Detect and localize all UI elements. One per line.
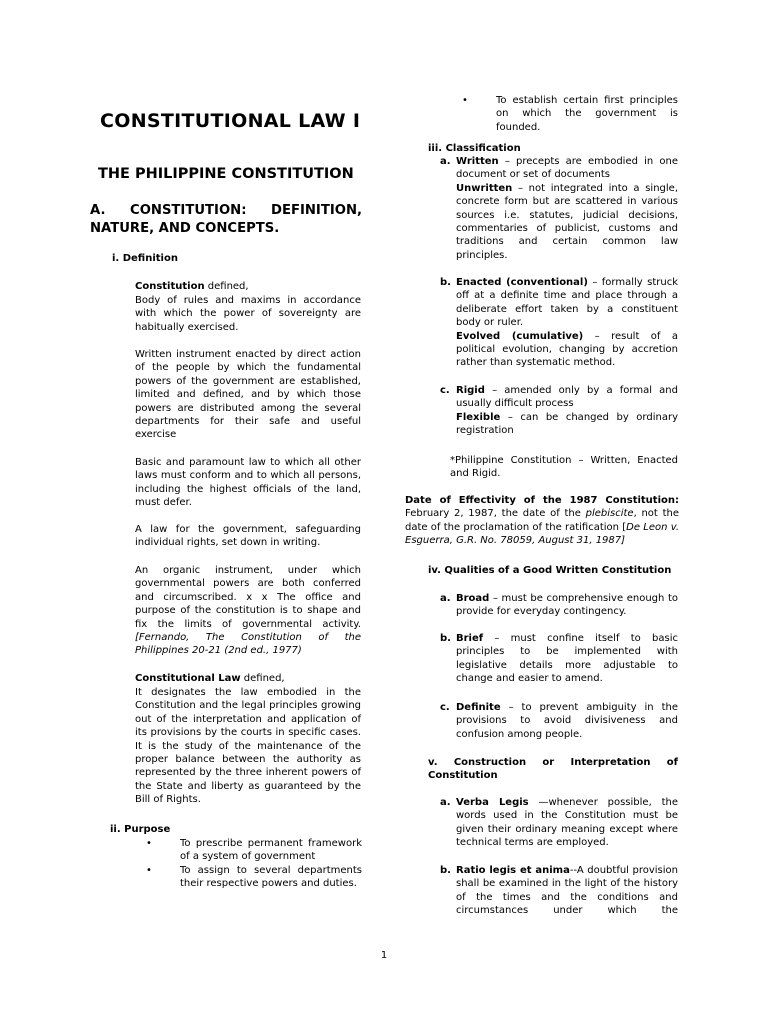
page-number: 1 [380,950,388,961]
item-label: c. [440,702,450,713]
definition-paragraph-5-main: An organic instrument, under which governmental powers are both conferred and circumscribed. x x The office and purpose of the constitution is to shape and fix the limits of governmental activity. [135,565,361,630]
flexible-text: – can be changed by ordinary registration [456,411,678,437]
flexible-term: Flexible [456,411,501,423]
brief-term: Brief [456,633,484,644]
classification-item-a [440,155,678,265]
section-a-heading: A. CONSTITUTION: DEFINITION, NATURE, AND CONCEPTS. [90,203,362,236]
purpose-bullet-3 [462,94,678,136]
purpose-bullet-1 [146,837,362,865]
classification-item-a-text [456,155,678,262]
construction-item-a [440,796,678,851]
rigid-term: Rigid [456,385,485,396]
classification-item-c-text [456,384,678,438]
written-term: Written [456,156,499,167]
quality-item-c-text [456,701,678,741]
unwritten-term: Unwritten [456,182,513,194]
evolved-term: Evolved (cumulative) [456,330,584,342]
construction-item-b [440,864,678,920]
item-label: a. [440,156,451,167]
qualities-heading: iv. Qualities of a Good Written Constitution [428,565,672,576]
definition-paragraph-2: Written instrument enacted by direct action of the people by which the fundamental powers of the government are established, limited and defined, and by which those powers are distributed among the several departments for their safe and useful exercise [135,349,361,441]
enacted-text: – formally struck off at a definite time and place through a deliberate effort taken by a constituent body or ruler. [456,277,678,329]
purpose-heading: ii. Purpose [110,824,171,835]
verba-legis-text: —whenever possible, the words used in the Constitution must be given their ordinary meaning except where technical terms are employed. [456,797,678,849]
definition-paragraph-3: Basic and paramount law to which all other laws must conform and to which all persons, including the highest officials of the land, must defer. [135,457,361,509]
bullet-icon: • [146,838,152,849]
de-leon-citation: De Leon v. Esguerra, G.R. No. 78059, August 31, 1987] [405,521,680,547]
enacted-term: Enacted (conventional) [456,277,588,288]
bullet-icon: • [146,865,152,876]
plebiscite-term: plebiscite [585,508,634,520]
definition-paragraph-4: A law for the government, safeguarding individual rights, set down in writing. [135,524,361,549]
written-text: – precepts are embodied in one document or set of documents [456,156,678,181]
item-label: b. [440,865,451,876]
quality-item-a [440,592,678,622]
classification-item-c [440,384,678,444]
quality-item-a-text [456,592,678,619]
verba-legis-term: Verba Legis [456,797,529,808]
effectivity-text-2: , not the date of the proclamation of the ratification [ [405,508,679,533]
classification-item-b [440,276,678,376]
construction-heading: v. Construction or Interpretation of Constitution [428,757,678,782]
effectivity-term: Date of Effectivity of the 1987 Constitution: [405,495,679,506]
item-label: b. [440,633,451,644]
purpose-bullet-2 [146,864,362,892]
conlaw-defined-rest: defined, [240,673,285,684]
constitution-term: Constitution [135,281,205,292]
purpose-bullet-1-text: To prescribe permanent framework of a system of government [180,838,362,863]
classification-item-b-text [456,276,678,370]
ratio-legis-text: --A doubtful provision shall be examined in the light of the history of the times and the conditions and circumstances under which the [456,865,678,917]
definition-paragraph-5 [135,564,361,658]
constitution-defined-rest: defined, [204,281,249,292]
effectivity-text-1: February 2, 1987, the date of the [405,508,586,520]
rigid-text: – amended only by a formal and usually difficult process [456,385,678,410]
quality-item-c [440,701,678,746]
ratio-legis-term: Ratio legis et anima [456,865,570,876]
definite-text: – to prevent ambiguity in the provisions to avoid divisiveness and confusion among people. [456,702,678,740]
constitution-defined-line [135,280,361,293]
definition-paragraph-1: Body of rules and maxims in accordance with which the power of sovereignty are habitually exercised. [135,295,361,333]
fernando-citation: [Fernando, The Constitution of the Philippines 20-21 (2nd ed., 1977) [135,632,361,657]
purpose-bullet-2-text: To assign to several departments their respective powers and duties. [180,865,362,890]
item-label: a. [440,797,451,808]
evolved-text: – result of a political evolution, changing by accretion rather than systematic method. [456,330,678,369]
purpose-bullet-3-text: To establish certain first principles on which the government is founded. [496,95,678,133]
quality-item-b [440,632,678,692]
effectivity-paragraph [405,494,679,548]
construction-item-a-text [456,796,678,850]
philippine-constitution-note: *Philippine Constitution – Written, Enacted and Rigid. [450,455,678,480]
conlaw-defined-line [135,672,361,685]
bullet-icon: • [462,95,468,106]
classification-heading: iii. Classification [428,143,521,154]
unwritten-text: – not integrated into a single, concrete form but are scattered in various sources i.e. statutes, judicial decisions, commentaries of publicist, customs and traditions and certain common law principles. [456,182,678,261]
document-title: CONSTITUTIONAL LAW I [100,110,361,132]
brief-text: – must confine itself to basic principles to be implemented with legislative details more adjustable to change and easier to amend. [456,633,678,685]
broad-term: Broad [456,593,490,604]
definition-heading: i. Definition [112,253,178,264]
conlaw-paragraph: It designates the law embodied in the Constitution and the legal principles growing out of the interpretation and application of its provisions by the courts in specific cases. It is the study of the maintenance of the proper balance between the authority as represented by the three inherent powers of the State and liberty as guaranteed by the Bill of Rights. [135,687,361,806]
item-label: a. [440,593,451,604]
construction-item-b-text [456,864,678,918]
item-label: b. [440,277,451,288]
quality-item-b-text [456,632,678,686]
item-label: c. [440,385,450,396]
document-subtitle: THE PHILIPPINE CONSTITUTION [98,166,354,182]
definite-term: Definite [456,702,501,713]
conlaw-term: Constitutional Law [135,673,241,684]
broad-text: – must be comprehensive enough to provide for everyday contingency. [456,593,678,618]
